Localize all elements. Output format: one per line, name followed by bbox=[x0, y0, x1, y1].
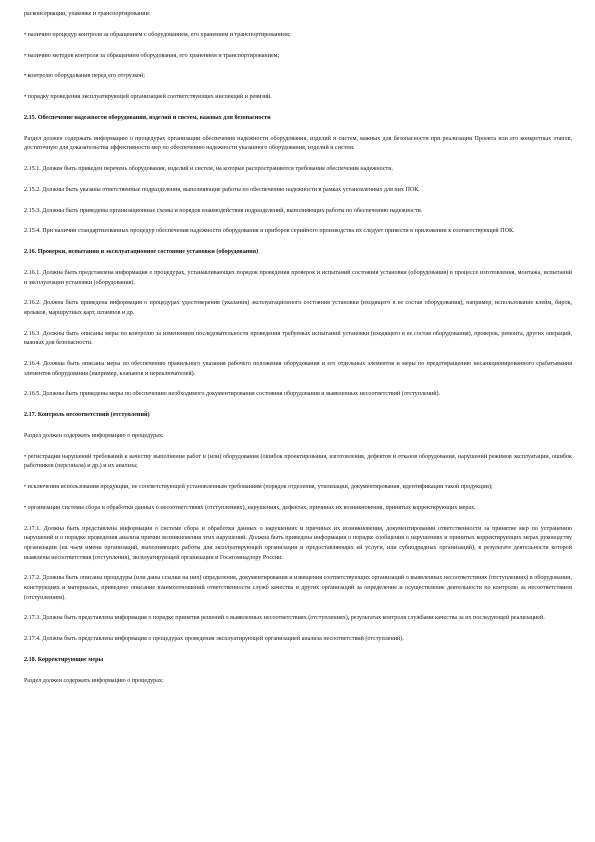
paragraph: 2.17.4. Должна быть представлена информация о процедурах проведения эксплуатирующей организацией анализа несоответствий (отступлений). bbox=[24, 636, 404, 643]
paragraph: 2.17.1. Должна быть представлена информация о системе сбора и обработки данных о нарушениях и причинах их возникновения, документировании ответственности за принятие мер по устранению нарушений и о порядке проведения анализа причин возникновения этих нарушений. Должна быть приведена информация о порядке сообщения о нарушениях и принятых корректирующих мерах руководству организации (на чьем имени организаций, выполняющих работы для эксплуатирующей организации и предоставляющих ей услуги, или субподрядных организаций), в результате деятельности которой выявлены несоответствия (отступления), эксплуатирующей организации и Госатомнадзору России. bbox=[24, 525, 572, 561]
paragraph: Раздел должен содержать информацию о процедурах: bbox=[24, 433, 164, 440]
paragraph: расконсервации, упаковке и транспортировании: bbox=[24, 11, 151, 17]
bullet-item: • контролю оборудования перед его отгрузкой; bbox=[24, 73, 145, 80]
paragraph: 2.16.5. Должны быть приведены меры по обеспечению необходимого документирования состояния оборудования и выявленных несоответствий (отступлений). bbox=[24, 391, 441, 398]
paragraph: 2.16.1. Должна быть представлена информация о процедурах, устанавливающих порядок проведения проверок и испытаний состояния установки (оборудования) в процессе изготовления, монтажа, испытаний и эксплуатации установки (оборудования). bbox=[24, 269, 572, 286]
section-heading: 2.15. Обеспечение надежности оборудования, изделий и систем, важных для безопасности bbox=[24, 114, 271, 121]
paragraph: Раздел должен содержать информацию о процедурах: bbox=[24, 677, 164, 684]
document-page bbox=[24, 10, 572, 697]
paragraph: 2.15.2. Должны быть указаны ответственные подразделения, выполняющие работы по обеспечению надежности в рамках установленных для них ПОК. bbox=[24, 186, 420, 193]
paragraph: 2.15.3. Должны быть приведены организационные схемы и порядок взаимодействия подразделений, выполняющих работы по обеспечению надежности. bbox=[24, 207, 423, 214]
bullet-item: • организации системы сбора и обработки данных о несоответствиях (отступлениях), нарушениях, дефектах, причинах их возникновения, принятых корректирующих мерах. bbox=[24, 504, 476, 511]
bullet-item: • наличию методов контроля за обращением оборудования, его хранением и транспортированием; bbox=[24, 52, 280, 59]
section-heading: 2.16. Проверки, испытания и эксплуатационное состояние установки (оборудования) bbox=[24, 249, 259, 256]
bullet-item: • наличию процедур контроля за обращением с оборудованием, его хранением и транспортированием; bbox=[24, 31, 291, 38]
paragraph: 2.15.1. Должен быть приведен перечень оборудования, изделий и систем, на которые распространяются требования обеспечения надежности. bbox=[24, 166, 393, 173]
bullet-item: • регистрации нарушений требований к качеству выполнения работ и (или) оборудования (ошибок проектирования, изготовления, дефектов и отказов оборудования, нарушений режимов эксплуатации, ошибок работников (персонала) и др.) и их анализа; bbox=[24, 453, 572, 470]
bullet-item: • порядку проведения эксплуатирующей организацией соответствующих инспекций и ревизий. bbox=[24, 94, 272, 101]
paragraph: 2.17.2. Должны быть описаны процедуры (или даны ссылки на них) определения, документирования и извещения соответствующих организаций о выявленных несоответствиях (отступлениях) в оборудовании, конструкциях и материалах, приведено описание взаимоотношений ответственности служб качества и других организаций за определение и осуществление деятельности по контролю за несоответствием (отступлением). bbox=[24, 575, 572, 601]
paragraph: Раздел должен содержать информацию о процедурах организации обеспечения надежности оборудования, изделий и систем, важных для безопасности при реализации Проекта или его конкретных этапов, достаточную для доказательства эффективности мер по обеспечению надежности указанного оборудования, изделий и систем. bbox=[24, 135, 572, 152]
paragraph: 2.16.3. Должны быть описаны меры по контролю за изменением последовательности проведения требуемых испытаний установки (входящего в ее состав оборудования), проверок, ремонта, других операций, важных для безопасности. bbox=[24, 330, 572, 347]
section-heading: 2.17. Контроль несоответствий (отступлений) bbox=[24, 412, 150, 419]
bullet-item: • исключения использования продукции, не соответствующей установленным требованиям (порядок отделения, утилизации, документирования, идентификации такой продукции); bbox=[24, 484, 493, 491]
paragraph: 2.15.4. При наличии стандартизованных процедур обеспечения надежности оборудования и приборов серийного производства их следует привести в приложении к соответствующей ПОК. bbox=[24, 228, 515, 235]
paragraph: 2.17.3. Должна быть представлена информация о порядке принятия решений о выявленных несоответствиях (отступлениях), результатах контроля службами качества за их последующей реализацией. bbox=[24, 615, 545, 622]
section-heading: 2.18. Корректирующие меры bbox=[24, 656, 104, 663]
paragraph: 2.16.4. Должны быть описаны меры по обеспечению правильного указания рабочего положения оборудования и его отдельных элементов и меры по предотвращению несанкционированного срабатывания элементов оборудования (например, клапанов и переключателей). bbox=[24, 361, 572, 377]
paragraph: 2.16.2. Должна быть приведена информация о процедурах удостоверения (указания) эксплуатационного состояния установки (входящего в ее состав оборудования), например, использование клейм, бирок, ярлыков, маршрутных карт, штампов и др. bbox=[24, 300, 572, 316]
